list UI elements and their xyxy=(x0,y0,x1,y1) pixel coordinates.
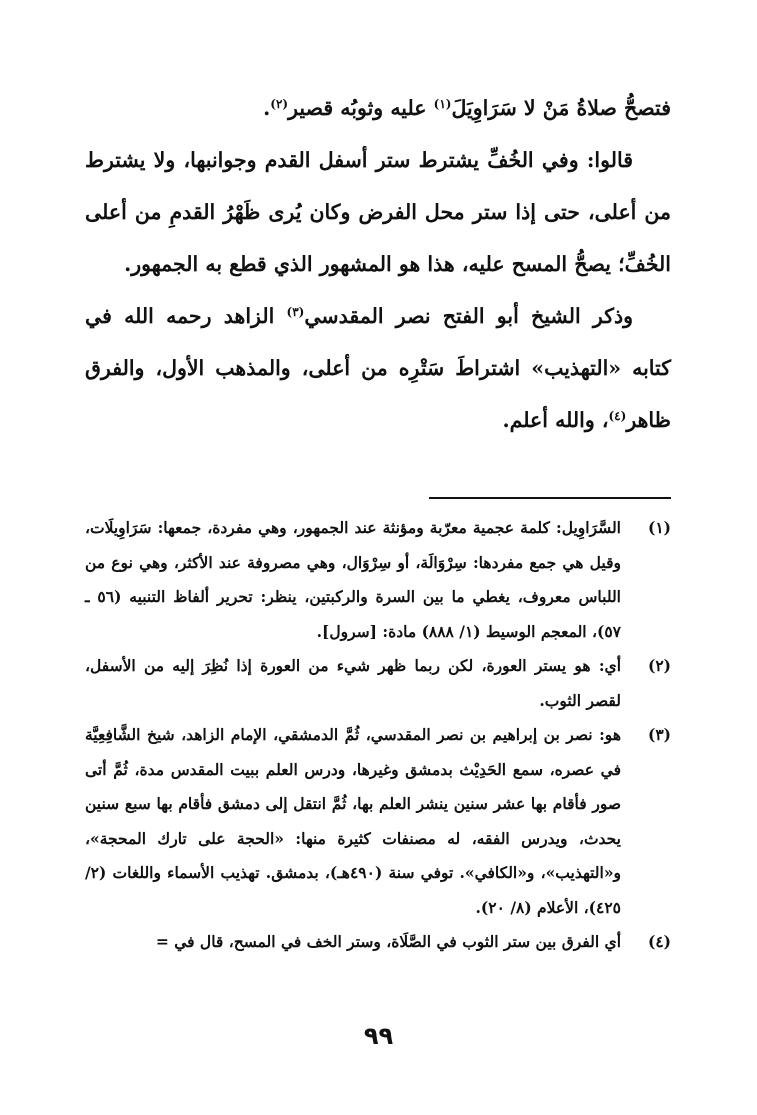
footnote-item xyxy=(85,925,671,960)
paragraph-text: . xyxy=(263,96,271,120)
paragraph-text: وذكر الشيخ أبو الفتح نصر المقدسي xyxy=(304,304,634,328)
paragraph-text: الزاهد رحمه الله في كتابه «التهذيب» اشتراطَ سَتْرِه من أعلى، والمذهب الأول، والفرق ظاهر xyxy=(85,304,671,432)
footnote-separator xyxy=(429,497,671,499)
main-paragraph xyxy=(85,82,671,134)
footnote-number: (٤) xyxy=(647,932,671,951)
main-paragraph xyxy=(85,290,671,446)
footnote-text: أي: هو يستر العورة، لكن ربما ظهر شيء من العورة إذا نُظِرَ إليه من الأسفل، لقصر الثوب. xyxy=(85,656,621,710)
footnote-text: السَّرَاوِيل: كلمة عجمية معرّبة ومؤنثة عند الجمهور، وهي مفردة، جمعها: سَرَاوِيلَات، وقيل هي جمع مفردها: سِرْوَالَة، أو سِرْوَال، وهي مصروفة عند الأكثر، وهي نوع من اللباس معروف، يغطي ما بين السرة والركبتين، ينظر: تحرير ألفاظ التنبيه (٥٦ ـ ٥٧)، المعجم الوسيط (١/ ٨٨٨) مادة: [سرول]. xyxy=(85,518,621,641)
footnote-number: (٣) xyxy=(647,725,671,744)
footnote-reference: (٣) xyxy=(286,305,305,319)
footnote-text: هو: نصر بن إبراهيم بن نصر المقدسي، ثُمَّ الدمشقي، الإمام الزاهد، شيخ الشَّافِعِيَّة في عصره، سمع الحَدِيْث بدمشق وغيرها، ودرس العلم ببيت المقدس مدة، ثُمَّ أتى صور فأقام بها عشر سنين ينشر العلم بها، ثُمَّ انتقل إلى دمشق فأقام بها سبع سنين يحدث، ويدرس الفقه، له مصنفات كثيرة منها: «الحجة على تارك المحجة»، و«التهذيب»، و«الكافي». توفي سنة (٤٩٠هـ)، بدمشق. تهذيب الأسماء واللغات (٢/ ٤٢٥)، الأعلام (٨/ ٢٠). xyxy=(85,725,621,917)
footnotes-section xyxy=(85,511,671,960)
footnote-number: (١) xyxy=(647,518,671,537)
paragraph-text: ، والله أعلم. xyxy=(502,408,609,432)
main-text-body xyxy=(85,82,671,446)
paragraph-text: قالوا: وفي الخُفِّ يشترط ستر أسفل القدم وجوانبها، ولا يشترط من أعلى، حتى إذا ستر محل الفرض وكان يُرى ظَهْرُ القدمِ من أعلى الخُفِّ؛ يصحُّ المسح عليه، هذا هو المشهور الذي قطع به الجمهور. xyxy=(85,148,671,276)
footnote-item xyxy=(85,511,671,649)
footnote-reference: (١) xyxy=(433,97,452,111)
footnote-item xyxy=(85,649,671,718)
paragraph-text: عليه وثوبُه قصير xyxy=(288,96,434,120)
footnote-item xyxy=(85,718,671,925)
page-number: ٩٩ xyxy=(363,1022,394,1050)
footnote-reference: (٤) xyxy=(608,409,627,423)
footnote-reference: (٢) xyxy=(270,97,289,111)
footnote-number: (٢) xyxy=(647,656,671,675)
footnote-text: أي الفرق بين ستر الثوب في الصَّلَاة، وستر الخف في المسح، قال في = xyxy=(155,932,621,951)
main-paragraph xyxy=(85,134,671,290)
paragraph-text: فتصحُّ صلاةُ مَنْ لا سَرَاوِيَلَ xyxy=(451,96,671,120)
